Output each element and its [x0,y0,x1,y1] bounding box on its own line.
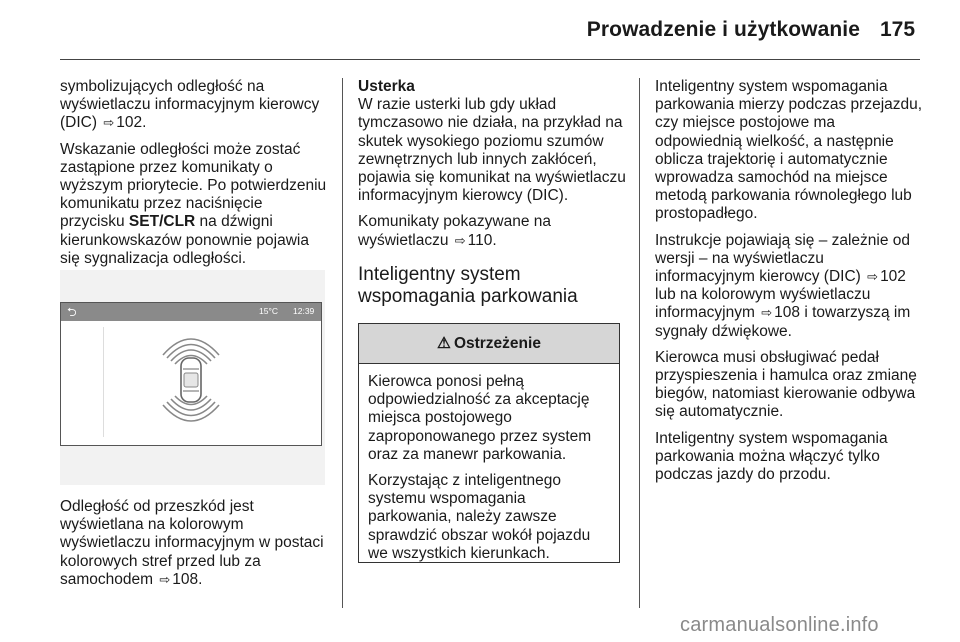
column-divider [342,78,343,608]
warning-paragraph: Korzystając z inteligentnego systemu wspomagania parkowania, należy zawsze sprawdzić obszar wokół pojazdu we wszystkich kierunkach. [368,472,591,562]
page-header-title: Prowadzenie i użytkowanie [586,18,860,41]
paragraph: Inteligentny system wspomagania parkowania mierzy podczas przejazdu, czy miejsce postojowe ma odpowiednią wielkość, a następnie oblicza trajektorię i automatycznie wprowadza samochód na miejsce metodą parkowania równoległego lub prostopadłego. [655,78,923,223]
page-reference-arrow-icon[interactable]: ⇨ [159,571,171,587]
page-reference[interactable]: 102. [116,114,147,132]
page-number: 175 [880,18,916,41]
watermark: carmanualsonline.info [680,614,879,636]
fault-heading: Usterka [358,78,415,95]
display-screen [60,302,322,446]
paragraph: W razie usterki lub gdy układ tymczasowo nie działa, na przykład na skutek wysokiego poziomu szumów zewnętrznych lub innych zakłóceń, pojawia się komunikat na wyświetlaczu informacyjnym kierowcy (DIC). [358,96,626,205]
button-name: SET/CLR [128,213,196,231]
column-2 [358,78,626,320]
column-3 [655,78,925,492]
page-reference-arrow-icon[interactable]: ⇨ [761,305,773,321]
page-reference[interactable]: 108. [172,570,203,588]
display-status-bar [61,303,321,321]
page-reference-arrow-icon[interactable]: ⇨ [103,115,115,131]
paragraph: Komunikaty pokazywane na wyświetlaczu ⇨ 110. [358,213,552,249]
header-rule [60,59,920,60]
column-1-bottom [60,498,330,597]
warning-box [358,323,620,563]
warning-triangle-icon: ⚠ [437,335,451,352]
paragraph: Instrukcje pojawiają się – zależnie od wersji – na wyświetlaczu informacyjnym kierowcy (DIC) ⇨ 102 lub na kolorowym wyświetlaczu informacyjnym ⇨ 108 i towarzyszą im sygnały dźwiękowe. [655,231,911,340]
back-arrow-icon: ⮌ [67,305,77,319]
section-heading: Inteligentny system wspomagania parkowania [358,263,578,307]
paragraph: Wskazanie odległości może zostać zastąpione przez komunikaty o wyższym priorytecie. Po potwierdzeniu komunikatu przez naciśnięcie przycisku SET/CLR na dźwigni kierunkowskazów ponownie pojawia się sygnalizacja odległości. [60,140,327,267]
paragraph: Inteligentny system wspomagania parkowania można włączyć tylko podczas jazdy do przodu. [655,429,888,484]
page-reference[interactable]: 110. [467,231,497,249]
screen-divider [103,327,104,437]
paragraph: Kierowca musi obsługiwać pedał przyspieszenia i hamulca oraz zmianę biegów, natomiast kierowanie odbywa się automatycznie. [655,348,917,421]
temperature-readout: 15°C [259,306,278,316]
warning-header [359,324,619,364]
page-reference[interactable]: 102 [880,268,906,286]
page-reference-arrow-icon[interactable]: ⇨ [867,269,879,285]
paragraph: symbolizujących odległość na wyświetlaczu informacyjnym kierowcy (DIC) ⇨ 102. [60,78,320,132]
page-reference-arrow-icon[interactable]: ⇨ [454,232,466,248]
warning-paragraph: Kierowca ponosi pełną odpowiedzialność za akceptację miejsca postojowego zaproponowanego przez system oraz za manewr parkowania. [368,373,592,463]
column-1 [60,78,328,276]
column-divider [639,78,640,608]
warning-title: Ostrzeżenie [453,334,541,352]
warning-body [359,364,619,563]
paragraph: Odległość od przeszkód jest wyświetlana na kolorowym wyświetlaczu informacyjnym w postaci kolorowych stref przed lub za samochodem ⇨ 108. [60,498,324,588]
clock-readout: 12:39 [293,306,315,316]
car-top-view-icon [141,325,241,435]
page-reference[interactable]: 108 [774,304,801,322]
display-illustration [60,270,325,485]
